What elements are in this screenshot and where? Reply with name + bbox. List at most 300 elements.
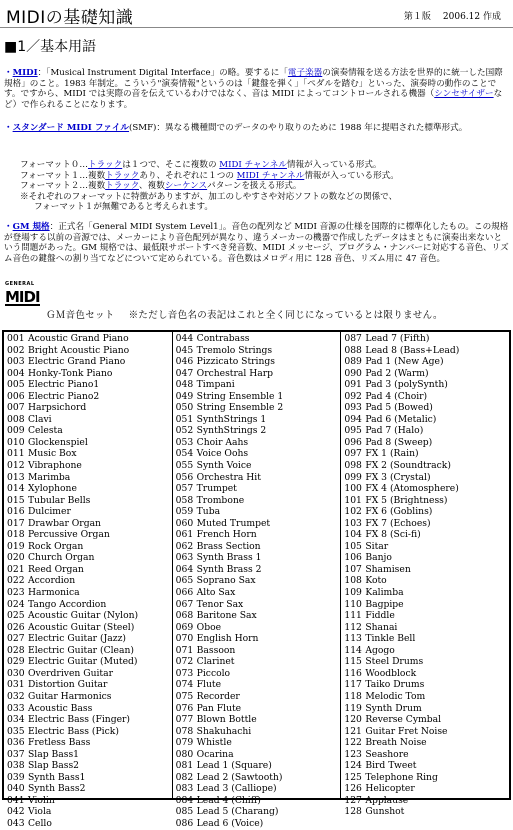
program-number: 046 (175, 356, 194, 368)
table-row (176, 345, 341, 357)
program-number: 023 (7, 587, 25, 599)
table-row (7, 737, 172, 749)
program-number: 088 (344, 344, 362, 356)
table-row (7, 414, 172, 426)
bullet: ・ (4, 68, 13, 78)
table-row (176, 437, 341, 449)
gm-table-note: ※ただし音色名の表記はこれと全く同じになっているとは限りません。 (128, 310, 443, 321)
program-number: 058 (175, 494, 194, 506)
program-number: 113 (344, 633, 362, 645)
link-midi-channel[interactable]: MIDI チャンネル (219, 160, 287, 170)
gm-table-column (4, 332, 172, 829)
program-number: 116 (344, 667, 362, 679)
table-row (176, 749, 341, 761)
program-number: 035 (7, 725, 25, 737)
table-row (176, 622, 341, 634)
program-number: 053 (175, 436, 194, 448)
gm-definition (4, 222, 510, 265)
table-row (176, 645, 341, 657)
program-number: 065 (175, 575, 194, 587)
instrument-name: Synth Brass 1 (196, 552, 262, 564)
program-number: 111 (344, 610, 362, 622)
table-row (344, 575, 509, 587)
program-number: 128 (344, 806, 362, 818)
instrument-name: Blown Bottle (196, 714, 257, 726)
program-number: 090 (344, 367, 362, 379)
term-smf-link[interactable]: スタンダード MIDI ファイル (12, 123, 130, 133)
table-row (344, 402, 509, 414)
instrument-name: Choir Aahs (196, 436, 249, 448)
instrument-name: Fiddle (365, 610, 395, 622)
program-number: 032 (7, 690, 25, 702)
text: は１つで、そこに複数の (122, 160, 220, 170)
smf-definition (4, 123, 510, 134)
text: フォーマット２…複数 (20, 181, 106, 192)
program-number: 039 (7, 771, 25, 783)
instrument-name: Violin (28, 794, 55, 806)
instrument-name: Applause (365, 794, 409, 806)
table-row (344, 772, 509, 784)
table-row (344, 564, 509, 576)
program-number: 010 (7, 436, 25, 448)
table-row (344, 610, 509, 622)
table-row (7, 483, 172, 495)
midi-definition (4, 68, 510, 111)
instrument-name: Pad 3 (polySynth) (365, 379, 448, 391)
table-row (344, 345, 509, 357)
program-number: 106 (344, 552, 362, 564)
program-number: 098 (344, 460, 362, 472)
table-row (344, 518, 509, 530)
program-number: 040 (7, 783, 25, 795)
table-row (344, 645, 509, 657)
program-number: 063 (175, 552, 194, 564)
table-row (176, 472, 341, 484)
text: ：「Musical Instrument Digital Interface」の略。要するに「 (37, 68, 288, 78)
table-row (344, 795, 509, 807)
link-track[interactable]: トラック (105, 170, 140, 181)
program-number: 047 (175, 367, 194, 379)
program-number: 013 (7, 471, 25, 483)
link-track[interactable]: トラック (105, 181, 140, 192)
table-row (7, 679, 172, 691)
format-1-item (20, 171, 510, 182)
text: フォーマット１…複数 (20, 170, 106, 181)
instrument-name: Brass Section (196, 540, 261, 552)
instrument-name: Melodic Tom (365, 690, 426, 702)
instrument-name: Recorder (196, 690, 240, 702)
gm-table-column (172, 332, 341, 829)
instrument-name: Lead 4 (Chiff) (196, 794, 261, 806)
instrument-name: Slap Bass1 (28, 748, 80, 760)
text: フォーマット０… (20, 160, 88, 170)
text: の演奏情報を送る方法を世界的に統一した国際規格」のこと。1983 年制定。こういう"演奏情報"というのは「鍵盤を弾く」「ペダルを踏む」といった、演奏時の動作のことです。ですから、MIDI では実際の音を伝えているわけではなく、音は MIDI によってコントロールされる機器（ (4, 68, 503, 100)
smf-format-list (20, 160, 510, 213)
instrument-name: Tinkle Bell (365, 633, 416, 645)
table-row (344, 749, 509, 761)
table-row (344, 760, 509, 772)
instrument-name: Bright Acoustic Piano (28, 344, 130, 356)
table-row (176, 703, 341, 715)
program-number: 099 (344, 471, 362, 483)
program-number: 061 (175, 529, 194, 541)
program-number: 072 (175, 656, 194, 668)
program-number: 055 (175, 460, 194, 472)
program-number: 080 (175, 748, 194, 760)
text: ：正式名「General MIDI System Level1」。音色の配列など MIDI 音源の仕様を国際的に標準化したもの。この規格が登場する以前の音源では、メーカーにより音色配列が異なり、違うメーカーの機器で作成したデータはまともに演奏出来ないという問題があった。GM 規格では、最低限サポートすべき発音数、MIDI メッセージ、プログラム・ナンバーに対応する音色、リズム音色の鍵盤への割り当てなどについて定められている。音色数はメロディ用に 128 音色、リズム用に 47 音色。 (4, 222, 509, 265)
table-row (344, 483, 509, 495)
table-row (7, 495, 172, 507)
table-row (344, 472, 509, 484)
program-number: 124 (344, 760, 362, 772)
table-row (344, 737, 509, 749)
instrument-name: Tango Accordion (28, 598, 107, 610)
table-row (176, 806, 341, 818)
instrument-name: FX 2 (Soundtrack) (365, 460, 451, 472)
program-number: 017 (7, 517, 25, 529)
instrument-name: Shanai (365, 621, 398, 633)
instrument-name: Kalimba (365, 587, 404, 599)
program-number: 037 (7, 748, 25, 760)
instrument-name: Electric Guitar (Muted) (28, 656, 138, 668)
instrument-name: Lead 6 (Voice) (196, 817, 264, 829)
table-row (7, 460, 172, 472)
instrument-name: Shamisen (365, 563, 411, 575)
table-row (176, 587, 341, 599)
program-number: 018 (7, 529, 25, 541)
table-row (7, 333, 172, 345)
instrument-name: FX 3 (Crystal) (365, 471, 431, 483)
table-row (176, 333, 341, 345)
table-row (344, 691, 509, 703)
program-number: 109 (344, 587, 362, 599)
program-number: 126 (344, 783, 362, 795)
title-divider (0, 27, 513, 28)
instrument-name: Bird Tweet (365, 760, 417, 772)
table-row (344, 368, 509, 380)
table-row (344, 437, 509, 449)
program-number: 077 (175, 714, 194, 726)
text: パターンを扱える形式。 (207, 181, 302, 192)
link-sequence[interactable]: シーケンス (164, 181, 208, 192)
instrument-name: Trumpet (196, 483, 237, 495)
table-row (176, 518, 341, 530)
table-row (176, 483, 341, 495)
instrument-name: Overdriven Guitar (28, 667, 113, 679)
instrument-name: Pad 1 (New Age) (365, 356, 444, 368)
program-number: 034 (7, 714, 25, 726)
program-number: 001 (7, 333, 25, 344)
instrument-name: Voice Oohs (196, 448, 249, 460)
section-heading: ■1／基本用語 (4, 39, 97, 55)
instrument-name: Steel Drums (365, 656, 424, 668)
instrument-name: Orchestra Hit (196, 471, 261, 483)
program-number: 087 (344, 333, 362, 344)
program-number: 093 (344, 402, 362, 414)
table-row (344, 391, 509, 403)
table-row (7, 760, 172, 772)
instrument-name: Bassoon (196, 644, 236, 656)
instrument-name: Tubular Bells (28, 494, 91, 506)
instrument-name: Muted Trumpet (196, 517, 271, 529)
instrument-name: Harpsichord (28, 402, 87, 414)
table-row (344, 633, 509, 645)
instrument-name: Agogo (365, 644, 395, 656)
table-row (176, 368, 341, 380)
table-row (176, 795, 341, 807)
table-row (7, 795, 172, 807)
instrument-name: Guitar Harmonics (28, 690, 112, 702)
program-number: 071 (175, 644, 194, 656)
instrument-name: Synth Bass1 (28, 771, 86, 783)
instrument-name: Music Box (28, 448, 77, 460)
program-number: 094 (344, 413, 362, 425)
table-row (7, 703, 172, 715)
program-number: 110 (344, 598, 362, 610)
instrument-name: Slap Bass2 (28, 760, 80, 772)
program-number: 115 (344, 656, 362, 668)
program-number: 019 (7, 540, 25, 552)
table-row (176, 783, 341, 795)
program-number: 057 (175, 483, 194, 495)
program-number: 123 (344, 748, 362, 760)
table-row (176, 402, 341, 414)
table-row (7, 552, 172, 564)
table-row (176, 599, 341, 611)
table-row (344, 726, 509, 738)
program-number: 084 (175, 794, 194, 806)
table-row (176, 714, 341, 726)
program-number: 008 (7, 413, 25, 425)
term-midi-link[interactable]: MIDI (12, 68, 38, 78)
instrument-name: Accordion (28, 575, 76, 587)
program-number: 100 (344, 483, 362, 495)
text: あり、それぞれに１つの (139, 170, 237, 181)
instrument-name: French Horn (196, 529, 257, 541)
program-number: 029 (7, 656, 25, 668)
table-row (344, 379, 509, 391)
table-row (7, 783, 172, 795)
table-row (344, 599, 509, 611)
table-row (7, 714, 172, 726)
program-number: 050 (175, 402, 194, 414)
instrument-name: Seashore (365, 748, 409, 760)
text: 情報が入っている形式。 (304, 170, 399, 181)
table-row (7, 472, 172, 484)
instrument-name: Celesta (28, 425, 63, 437)
instrument-name: Oboe (196, 621, 222, 633)
program-number: 054 (175, 448, 194, 460)
program-number: 105 (344, 540, 362, 552)
program-number: 038 (7, 760, 25, 772)
table-row (176, 633, 341, 645)
table-row (344, 806, 509, 818)
program-number: 024 (7, 598, 25, 610)
instrument-name: Alto Sax (196, 587, 236, 599)
instrument-name: Whistle (196, 737, 232, 749)
instrument-name: Lead 8 (Bass+Lead) (365, 344, 460, 356)
instrument-name: Electric Bass (Pick) (28, 725, 119, 737)
instrument-name: Electric Bass (Finger) (28, 714, 131, 726)
table-row (7, 448, 172, 460)
instrument-name: String Ensemble 1 (196, 390, 284, 402)
program-number: 011 (7, 448, 25, 460)
program-number: 002 (7, 344, 25, 356)
program-number: 101 (344, 494, 362, 506)
program-number: 066 (175, 587, 194, 599)
program-number: 076 (175, 702, 194, 714)
program-number: 107 (344, 563, 362, 575)
link-synthesizer[interactable]: シンセサイザー (434, 89, 494, 100)
table-row (7, 668, 172, 680)
program-number: 052 (175, 425, 194, 437)
table-row (344, 587, 509, 599)
instrument-name: Clavi (28, 413, 52, 425)
instrument-name: SynthStrings 2 (196, 425, 267, 437)
table-row (176, 737, 341, 749)
instrument-name: Glockenspiel (28, 436, 88, 448)
table-row (7, 368, 172, 380)
table-row (176, 414, 341, 426)
instrument-name: Cello (28, 817, 52, 829)
program-number: 009 (7, 425, 25, 437)
instrument-name: Dulcimer (28, 506, 71, 518)
instrument-name: Baritone Sax (196, 610, 257, 622)
instrument-name: Taiko Drums (365, 679, 425, 691)
instrument-name: Percussive Organ (28, 529, 110, 541)
instrument-name: Breath Noise (365, 737, 427, 749)
table-row (344, 495, 509, 507)
term-gm-link[interactable]: GM 規格 (12, 222, 50, 232)
program-number: 007 (7, 402, 25, 414)
table-row (176, 391, 341, 403)
program-number: 121 (344, 725, 362, 737)
instrument-name: Pad 7 (Halo) (365, 425, 424, 437)
instrument-name: FX 5 (Brightness) (365, 494, 448, 506)
instrument-name: Acoustic Bass (28, 702, 93, 714)
instrument-name: FX 6 (Goblins) (365, 506, 433, 518)
instrument-name: Pad 5 (Bowed) (365, 402, 433, 414)
table-row (7, 806, 172, 818)
link-electronic-instrument[interactable]: 電子楽器 (287, 68, 323, 78)
instrument-name: FX 7 (Echoes) (365, 517, 431, 529)
program-number: 059 (175, 506, 194, 518)
program-number: 020 (7, 552, 25, 564)
program-number: 012 (7, 460, 25, 472)
instrument-name: English Horn (196, 633, 259, 645)
table-row (176, 760, 341, 772)
table-row (176, 668, 341, 680)
table-row (7, 691, 172, 703)
program-number: 069 (175, 621, 194, 633)
program-number: 036 (7, 737, 25, 749)
table-row (176, 356, 341, 368)
instrument-name: Honky-Tonk Piano (28, 367, 113, 379)
table-row (176, 529, 341, 541)
instrument-name: Ocarina (196, 748, 234, 760)
instrument-name: Koto (365, 575, 387, 587)
table-row (7, 345, 172, 357)
program-number: 005 (7, 379, 25, 391)
table-row (176, 656, 341, 668)
instrument-name: Sitar (365, 540, 389, 552)
table-row (7, 622, 172, 634)
program-number: 097 (344, 448, 362, 460)
table-row (7, 437, 172, 449)
table-row (7, 564, 172, 576)
program-number: 078 (175, 725, 194, 737)
program-number: 068 (175, 610, 194, 622)
program-number: 022 (7, 575, 25, 587)
table-row (7, 391, 172, 403)
table-row (7, 529, 172, 541)
program-number: 015 (7, 494, 25, 506)
instrument-name: Synth Voice (196, 460, 252, 472)
table-row (7, 402, 172, 414)
table-row (344, 679, 509, 691)
table-row (7, 656, 172, 668)
table-row (176, 552, 341, 564)
instrument-name: Tenor Sax (196, 598, 244, 610)
instrument-name: FX 8 (Sci-fi) (365, 529, 421, 541)
link-track[interactable]: トラック (87, 160, 123, 170)
table-row (344, 333, 509, 345)
table-row (176, 460, 341, 472)
table-row (344, 506, 509, 518)
program-number: 062 (175, 540, 194, 552)
instrument-name: Electric Guitar (Clean) (28, 644, 134, 656)
instrument-name: Banjo (365, 552, 392, 564)
program-number: 112 (344, 621, 362, 633)
instrument-name: Orchestral Harp (196, 367, 273, 379)
instrument-name: Pan Flute (196, 702, 242, 714)
program-number: 096 (344, 436, 362, 448)
table-row (176, 691, 341, 703)
instrument-name: Trombone (196, 494, 245, 506)
program-number: 048 (175, 379, 194, 391)
instrument-name: Acoustic Guitar (Steel) (28, 621, 135, 633)
table-row (7, 541, 172, 553)
table-row (344, 714, 509, 726)
instrument-name: Lead 7 (Fifth) (365, 333, 430, 344)
instrument-name: Acoustic Grand Piano (28, 333, 129, 344)
instrument-name: Electric Guitar (Jazz) (28, 633, 127, 645)
instrument-name: Bagpipe (365, 598, 404, 610)
instrument-name: Electric Piano1 (28, 379, 100, 391)
instrument-name: Tremolo Strings (196, 344, 273, 356)
table-row (344, 656, 509, 668)
instrument-name: Electric Grand Piano (28, 356, 126, 368)
program-number: 075 (175, 690, 194, 702)
program-number: 091 (344, 379, 362, 391)
instrument-name: Soprano Sax (196, 575, 256, 587)
table-row (344, 783, 509, 795)
program-number: 043 (7, 817, 25, 829)
link-midi-channel[interactable]: MIDI チャンネル (236, 170, 305, 181)
program-number: 028 (7, 644, 25, 656)
program-number: 095 (344, 425, 362, 437)
table-row (176, 679, 341, 691)
program-number: 030 (7, 667, 25, 679)
program-number: 102 (344, 506, 362, 518)
table-row (344, 668, 509, 680)
instrument-name: Pizzicato Strings (196, 356, 276, 368)
instrument-name: Synth Drum (365, 702, 422, 714)
instrument-name: Lead 2 (Sawtooth) (196, 771, 283, 783)
table-row (176, 818, 341, 830)
instrument-name: Flute (196, 679, 222, 691)
gm-table-heading: ＧＭ音色セット (46, 310, 115, 321)
